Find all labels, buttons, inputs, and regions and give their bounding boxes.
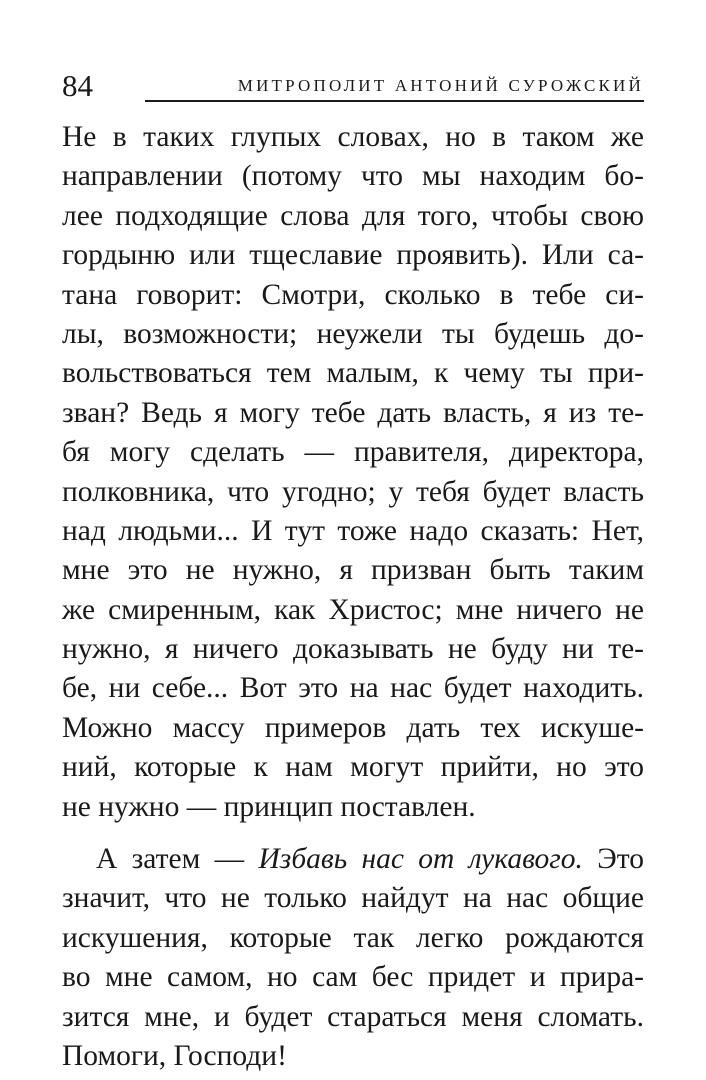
body-text — [62, 118, 644, 1076]
text-line: над людьми... И тут тоже надо сказать: Нет, — [62, 514, 644, 547]
text-line: вольствоваться тем малым, к чему ты при- — [62, 357, 644, 390]
text-line: ний, которые к нам могут прийти, но это — [62, 751, 644, 784]
running-title: МИТРОПОЛИТ АНТОНИЙ СУРОЖСКИЙ — [237, 76, 644, 95]
text-line: тана говорит: Смотри, сколько в тебе си- — [62, 278, 644, 311]
text-line: лы, возможности; неужели ты будешь до- — [62, 317, 644, 350]
text-line: искушения, которые так легко рождаются — [62, 921, 644, 954]
text-run: А затем — — [96, 843, 259, 876]
text-line: бе, ни себе... Вот это на нас будет находить. — [62, 672, 644, 705]
text-line: значит, что не только найдут на нас общие — [62, 882, 644, 915]
text-line: же смиренным, как Христос; мне ничего не — [62, 593, 644, 626]
paragraph-gap — [62, 827, 644, 840]
text-line: направлении (потому что мы находим бо- — [62, 160, 644, 193]
text-line: мне это не нужно, я призван быть таким — [62, 554, 644, 587]
text-line: лее подходящие слова для того, чтобы свою — [62, 199, 644, 232]
header-rule — [145, 100, 644, 102]
text-line: полковника, что угодно; у тебя будет власть — [62, 475, 644, 508]
text-line: зится мне, и будет стараться меня сломать. — [62, 1000, 644, 1033]
page-number: 84 — [62, 68, 93, 103]
text-line: Не в таких глупых словах, но в таком же — [62, 121, 644, 153]
text-line: нужно, я ничего доказывать не буду ни те- — [62, 633, 644, 666]
text-line: гордыню или тщеславие проявить). Или са- — [62, 239, 644, 272]
text-line-first — [62, 840, 644, 879]
text-line: зван? Ведь я могу тебе дать власть, я из те- — [62, 396, 644, 429]
paragraph-1 — [62, 118, 644, 827]
italic-quote: Избавь нас от лукавого. — [258, 843, 583, 876]
text-line: Можно массу примеров дать тех искуше- — [62, 711, 644, 744]
text-line: не нужно — принцип поставлен. — [62, 790, 476, 823]
text-line: Помоги, Господи! — [62, 1039, 287, 1072]
text-run: Это — [582, 843, 644, 876]
text-line: бя могу сделать — правителя, директора, — [62, 436, 644, 469]
text-line: во мне самом, но сам бес придет и прира- — [62, 961, 644, 994]
page-header — [62, 68, 644, 108]
paragraph-2 — [62, 840, 644, 1076]
